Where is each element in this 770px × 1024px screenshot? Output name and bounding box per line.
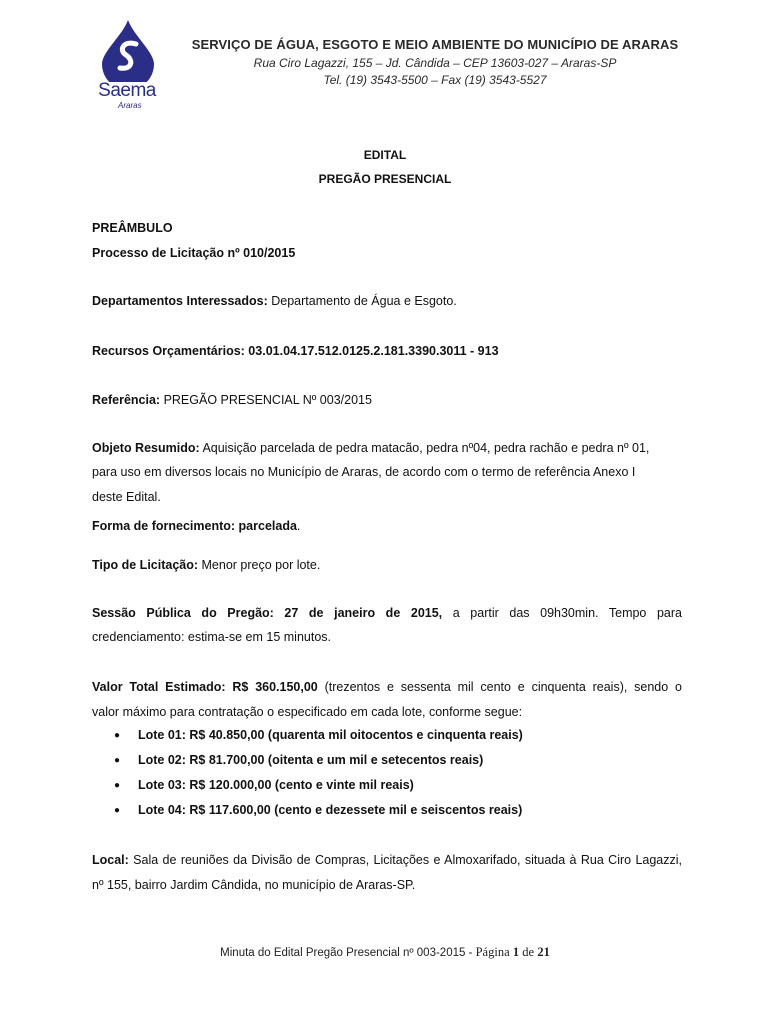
departamentos-line: Departamentos Interessados: Departamento de Água e Esgoto. [92,294,457,308]
bullet-icon: ● [114,780,121,791]
referencia-line: Referência: PREGÃO PRESENCIAL Nº 003/2015 [92,393,372,407]
lote-item: Lote 03: R$ 120.000,00 (cento e vinte mil reais) [138,778,414,792]
objeto-line-1: Objeto Resumido: Aquisição parcelada de pedra matacão, pedra nº04, pedra rachão e pedra nº 01, [92,441,650,455]
page-footer [0,945,770,960]
water-drop-logo-icon [88,18,168,82]
footer-pagina: Página [475,945,510,959]
recursos-line: Recursos Orçamentários: 03.01.04.17.512.0125.2.181.3390.3011 - 913 [92,344,499,358]
lote-item: Lote 01: R$ 40.850,00 (quarenta mil oitocentos e cinquenta reais) [138,728,523,742]
sessao-line-1: Sessão Pública do Pregão: 27 de janeiro de 2015, a partir das 09h30min. Tempo para [92,606,682,620]
document-title: EDITAL [363,148,407,162]
bullet-icon: ● [114,730,121,741]
bullet-icon: ● [114,805,121,816]
tipo-line: Tipo de Licitação: Menor preço por lote. [92,558,321,572]
footer-text: Minuta do Edital Pregão Presencial nº 003-2015 - [220,947,476,959]
saema-logo [88,18,168,110]
bullet-icon: ● [114,755,121,766]
footer-de: de [522,945,535,959]
footer-page-number: 1 [512,945,520,959]
objeto-line-3: deste Edital. [92,490,161,504]
organization-title: SERVIÇO DE ÁGUA, ESGOTO E MEIO AMBIENTE DO MUNICÍPIO DE ARARAS [191,37,679,52]
local-line-2: nº 155, bairro Jardim Cândida, no município de Araras-SP. [92,878,416,892]
logo-subtitle: Araras [118,101,142,110]
valor-line-2: valor máximo para contratação o especificado em cada lote, conforme segue: [92,705,523,719]
preambulo-heading: PREÂMBULO [92,221,173,235]
footer-total-pages: 21 [537,945,550,959]
organization-address: Rua Ciro Lagazzi, 155 – Jd. Cândida – CEP 13603-027 – Araras-SP [253,56,617,70]
processo-line: Processo de Licitação nº 010/2015 [92,246,296,260]
document-subtitle: PREGÃO PRESENCIAL [318,172,452,186]
organization-phone: Tel. (19) 3543-5500 – Fax (19) 3543-5527 [323,73,547,87]
lote-item: Lote 04: R$ 117.600,00 (cento e dezessete mil e seiscentos reais) [138,803,523,817]
forma-line: Forma de fornecimento: parcelada. [92,519,301,533]
sessao-line-2: credenciamento: estima-se em 15 minutos. [92,630,331,644]
valor-line-1: Valor Total Estimado: R$ 360.150,00 (trezentos e sessenta mil cento e cinquenta reais), sendo o [92,680,682,694]
local-line-1: Local: Sala de reuniões da Divisão de Compras, Licitações e Almoxarifado, situada à Rua Ciro Lagazzi, [92,853,682,867]
logo-wordmark: Saema [98,80,156,101]
objeto-line-2: para uso em diversos locais no Município de Araras, de acordo com o termo de referência Anexo I [92,465,636,479]
lote-item: Lote 02: R$ 81.700,00 (oitenta e um mil e setecentos reais) [138,753,484,767]
